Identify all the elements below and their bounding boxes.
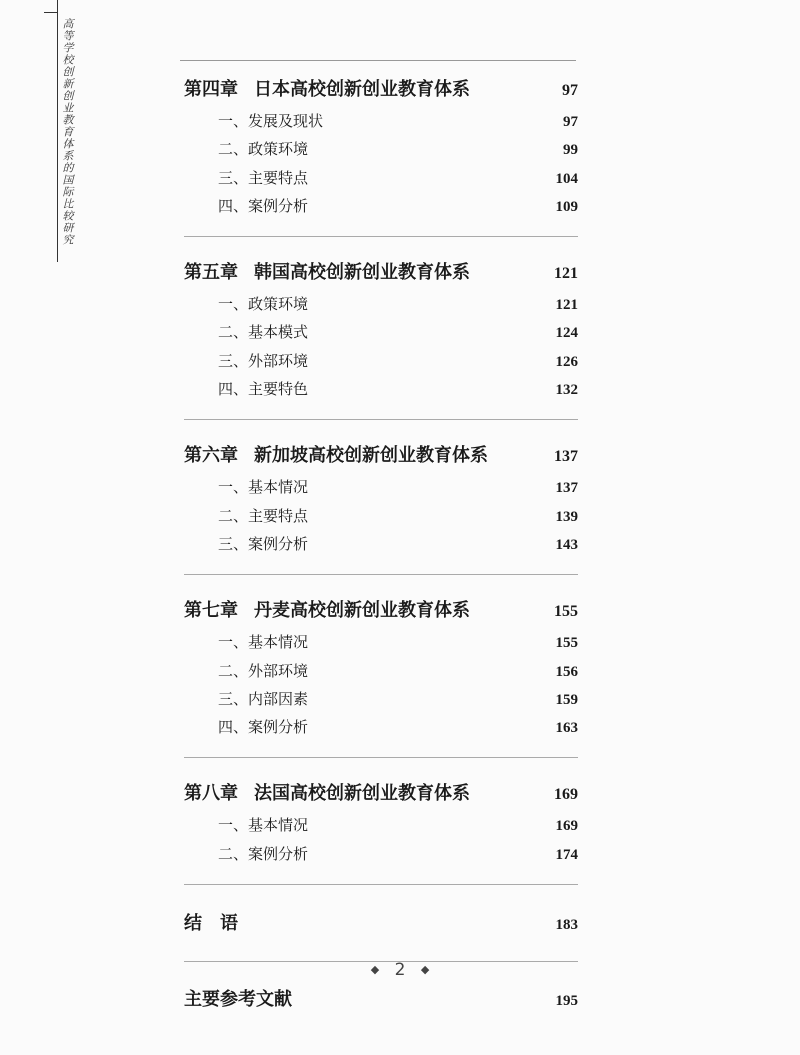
conclusion-page: 183 bbox=[555, 917, 578, 934]
chapter-block bbox=[184, 439, 578, 575]
chapter-heading bbox=[184, 439, 488, 473]
section-title: 一、基本情况 bbox=[218, 816, 309, 835]
chapter-label: 第七章 bbox=[184, 600, 238, 622]
chapter-heading bbox=[184, 777, 470, 811]
section-page: 163 bbox=[555, 720, 578, 737]
chapter-entry[interactable] bbox=[184, 777, 578, 812]
section-entry[interactable] bbox=[184, 686, 578, 714]
diamond-icon: ◆ bbox=[420, 963, 430, 976]
chapter-label: 第五章 bbox=[184, 262, 238, 284]
section-entry[interactable] bbox=[184, 348, 578, 376]
section-page: 174 bbox=[555, 846, 578, 863]
section-entry[interactable] bbox=[184, 376, 578, 404]
section-entry[interactable] bbox=[184, 193, 578, 221]
references-title: 主要参考文献 bbox=[184, 989, 292, 1011]
chapter-page: 169 bbox=[554, 786, 578, 804]
chapter-page: 121 bbox=[554, 265, 578, 283]
section-title: 二、案例分析 bbox=[218, 844, 309, 863]
section-title: 三、内部因素 bbox=[218, 689, 309, 708]
section-title: 四、主要特色 bbox=[218, 380, 309, 399]
chapter-block bbox=[184, 73, 578, 237]
section-title: 一、基本情况 bbox=[218, 633, 309, 652]
section-title: 一、基本情况 bbox=[218, 478, 309, 497]
chapter-entry[interactable] bbox=[184, 256, 578, 291]
section-entry[interactable] bbox=[184, 165, 578, 193]
section-page: 109 bbox=[555, 198, 578, 215]
section-page: 159 bbox=[555, 691, 578, 708]
chapter-title: 日本高校创新创业教育体系 bbox=[254, 79, 470, 100]
section-title: 三、主要特点 bbox=[218, 168, 309, 187]
section-entry[interactable] bbox=[184, 841, 578, 869]
section-page: 155 bbox=[555, 635, 578, 652]
section-title: 一、发展及现状 bbox=[218, 112, 324, 130]
chapter-entry[interactable] bbox=[184, 594, 578, 629]
chapter-block bbox=[184, 777, 578, 885]
section-title: 一、政策环境 bbox=[218, 295, 309, 314]
chapter-block bbox=[184, 256, 578, 420]
section-title: 三、案例分析 bbox=[218, 534, 309, 553]
page-footer bbox=[0, 960, 800, 980]
references-page: 195 bbox=[555, 993, 578, 1010]
section-entry[interactable] bbox=[184, 503, 578, 531]
side-tick bbox=[44, 12, 57, 13]
conclusion-title: 结 语 bbox=[184, 913, 238, 935]
section-title: 二、基本模式 bbox=[218, 323, 309, 342]
section-page: 139 bbox=[555, 508, 578, 525]
section-entry[interactable] bbox=[184, 319, 578, 347]
section-page: 124 bbox=[555, 325, 578, 342]
section-page: 156 bbox=[555, 663, 578, 680]
chapter-entry[interactable] bbox=[184, 439, 578, 474]
chapter-page: 97 bbox=[562, 82, 578, 99]
chapter-entry[interactable] bbox=[184, 73, 578, 108]
section-page: 137 bbox=[555, 480, 578, 497]
chapter-title: 法国高校创新创业教育体系 bbox=[254, 783, 470, 805]
section-entry[interactable] bbox=[184, 474, 578, 502]
chapter-heading bbox=[184, 594, 470, 628]
section-page: 99 bbox=[563, 142, 578, 159]
chapter-label: 第八章 bbox=[184, 783, 238, 805]
chapter-title: 新加坡高校创新创业教育体系 bbox=[254, 445, 488, 467]
chapter-title: 韩国高校创新创业教育体系 bbox=[254, 262, 470, 284]
section-entry[interactable] bbox=[184, 136, 578, 164]
section-title: 二、外部环境 bbox=[218, 661, 309, 680]
diamond-icon: ◆ bbox=[370, 963, 380, 976]
page-number: 2 bbox=[394, 960, 406, 980]
section-entry[interactable] bbox=[184, 714, 578, 742]
section-entry[interactable] bbox=[184, 658, 578, 686]
section-page: 132 bbox=[555, 382, 578, 399]
chapter-title: 丹麦高校创新创业教育体系 bbox=[254, 600, 470, 622]
section-title: 四、案例分析 bbox=[218, 196, 309, 215]
section-page: 169 bbox=[555, 818, 578, 835]
section-page: 143 bbox=[555, 536, 578, 553]
chapter-label: 第四章 bbox=[184, 79, 238, 100]
side-rule bbox=[57, 0, 58, 262]
section-title: 三、外部环境 bbox=[218, 351, 309, 370]
chapter-heading bbox=[184, 256, 470, 290]
chapter-block bbox=[184, 594, 578, 758]
table-of-contents bbox=[184, 73, 578, 1055]
chapter-page: 155 bbox=[554, 603, 578, 621]
section-page: 97 bbox=[563, 114, 578, 130]
section-entry[interactable] bbox=[184, 629, 578, 657]
section-title: 四、案例分析 bbox=[218, 718, 309, 737]
chapter-label: 第六章 bbox=[184, 445, 238, 467]
top-rule bbox=[180, 60, 576, 61]
section-entry[interactable] bbox=[184, 531, 578, 559]
section-title: 二、政策环境 bbox=[218, 140, 309, 159]
section-page: 121 bbox=[555, 297, 578, 314]
references-entry[interactable] bbox=[184, 980, 578, 1037]
chapter-heading bbox=[184, 73, 470, 107]
section-entry[interactable] bbox=[184, 108, 578, 136]
conclusion-entry[interactable] bbox=[184, 904, 578, 962]
section-page: 104 bbox=[555, 170, 578, 187]
section-title: 二、主要特点 bbox=[218, 506, 309, 525]
chapter-list bbox=[184, 73, 578, 885]
section-page: 126 bbox=[555, 353, 578, 370]
section-entry[interactable] bbox=[184, 812, 578, 840]
running-header: 高等学校创新创业教育体系的国际比较研究 bbox=[61, 18, 74, 246]
section-entry[interactable] bbox=[184, 291, 578, 319]
chapter-page: 137 bbox=[554, 448, 578, 466]
